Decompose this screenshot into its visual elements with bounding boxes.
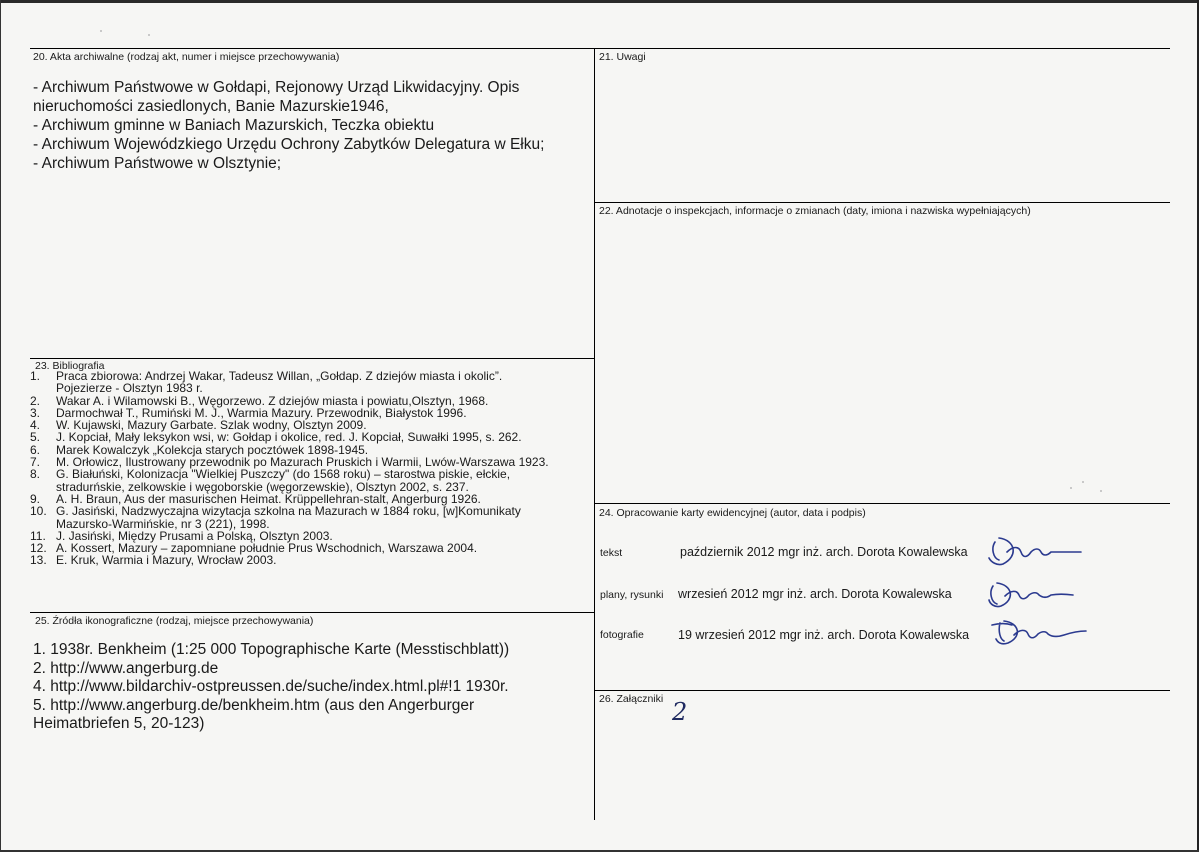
- bibliography-line: Darmochwał T., Rumiński M. J., Warmia Mazury. Przewodnik, Białystok 1996.: [56, 405, 467, 420]
- bibliography-line: M. Orłowicz, Ilustrowany przewodnik po Mazurach Pruskich i Warmii, Lwów-Warszawa 1923.: [56, 455, 549, 470]
- iconographic-sources: [33, 641, 509, 734]
- bibliography-item-number: 11.: [30, 528, 46, 543]
- rule-section-25: [30, 612, 594, 613]
- bibliography-item-text: [56, 468, 590, 493]
- bibliography-item-number: 2.: [30, 393, 41, 408]
- bibliography-item: [30, 431, 590, 443]
- section-26-header: 26. Załączniki: [599, 693, 664, 705]
- signature-plans: [985, 580, 1080, 610]
- iconographic-line: 5. http://www.angerburg.de/benkheim.htm (aus den Angerburger: [33, 696, 475, 714]
- bibliography-list: [30, 370, 590, 567]
- iconographic-line: 1. 1938r. Benkheim (1:25 000 Topographische Karte (Messtischblatt)): [33, 641, 510, 658]
- bibliography-item-number: 5.: [30, 430, 41, 445]
- bibliography-line: A. H. Braun, Aus der masurischen Heimat. Krüppellehran-stalt, Angerburg 1926.: [56, 491, 481, 506]
- section-24-header: 24. Opracowanie karty ewidencyjnej (autor, data i podpis): [599, 507, 866, 519]
- section-20-header: 20. Akta archiwalne (rodzaj akt, numer i miejsce przechowywania): [33, 51, 340, 63]
- bibliography-item: [30, 554, 590, 566]
- bibliography-line: E. Kruk, Warmia i Mazury, Wrocław 2003.: [56, 553, 277, 568]
- bibliography-item-number: 7.: [30, 455, 41, 470]
- rule-section-24: [594, 503, 1170, 504]
- section-23-header: 23. Bibliografia: [35, 360, 105, 372]
- attachments-count: 2: [672, 698, 688, 726]
- bibliography-item: [30, 468, 590, 493]
- bibliography-line: Wakar A. i Wilamowski B., Węgorzewo. Z dziejów miasta i powiatu,Olsztyn, 1968.: [56, 393, 489, 408]
- bibliography-item-text: [56, 554, 590, 566]
- signature-photos: [988, 617, 1088, 649]
- section-22-header: 22. Adnotacje o inspekcjach, informacje o zmianach (daty, imiona i nazwiska wypełniających): [599, 205, 1031, 217]
- iconographic-line: 4. http://www.bildarchiv-ostpreussen.de/suche/index.html.pl#!1 1930r.: [33, 678, 509, 695]
- iconographic-line: Heimatbriefen 5, 20-123): [33, 715, 205, 732]
- preparation-entry: wrzesień 2012 mgr inż. arch. Dorota Kowalewska: [678, 587, 952, 601]
- preparation-row-text: [600, 545, 1190, 565]
- preparation-entry: październik 2012 mgr inż. arch. Dorota Kowalewska: [680, 545, 968, 559]
- section-25-header: 25. Źródła ikonograficzne (rodzaj, miejsce przechowywania): [35, 615, 314, 627]
- bibliography-line: Pojezierze - Olsztyn 1983 r.: [56, 381, 203, 396]
- bibliography-item: [30, 370, 590, 395]
- bibliography-item-number: 4.: [30, 418, 41, 433]
- preparation-row-plans: [600, 587, 1190, 607]
- bibliography-item: [30, 505, 590, 530]
- scan-speck: [1070, 487, 1072, 489]
- preparation-label: tekst: [600, 547, 623, 559]
- bibliography-line: W. Kujawski, Mazury Garbate. Szlak wodny, Olsztyn 2009.: [56, 418, 367, 433]
- archival-line: nieruchomości zasiedlonych, Banie Mazurskie1946,: [33, 98, 389, 115]
- bibliography-item-number: 12.: [30, 541, 47, 556]
- archival-line: - Archiwum gminne w Baniach Mazurskich, Teczka obiektu: [33, 117, 435, 134]
- rule-section-26: [594, 690, 1170, 691]
- bibliography-item-text: [56, 505, 590, 530]
- archival-line: - Archiwum Wojewódzkiego Urzędu Ochrony Zabytków Delegatura w Ełku;: [33, 136, 545, 153]
- archival-line: - Archiwum Państwowe w Gołdapi, Rejonowy Urząd Likwidacyjny. Opis: [33, 79, 520, 96]
- bibliography-item-text: [56, 370, 590, 395]
- bibliography-item-number: 13.: [30, 553, 47, 568]
- bibliography-line: G. Jasiński, Nadzwyczajna wizytacja szkolna na Mazurach w 1884 roku, [w]Komunikaty: [56, 504, 521, 519]
- bibliography-item-number: 8.: [30, 467, 41, 482]
- preparation-row-photos: [600, 628, 1190, 648]
- preparation-label: fotografie: [600, 629, 644, 641]
- bibliography-item-number: 3.: [30, 405, 41, 420]
- page-top-edge: [0, 0, 1199, 3]
- column-divider: [594, 48, 595, 820]
- bibliography-line: stradurńskie, zelkowskie i węgoborskie (węgorzewskie), Olsztyn 2002, s. 237.: [56, 479, 469, 494]
- scan-speck: [100, 30, 102, 32]
- scan-speck: [148, 34, 150, 36]
- signature-text: [985, 534, 1085, 568]
- scan-speck: [1082, 481, 1084, 483]
- section-21-header: 21. Uwagi: [599, 51, 646, 63]
- top-rule: [30, 48, 1170, 49]
- bibliography-item-number: 9.: [30, 491, 41, 506]
- rule-section-22: [594, 202, 1170, 203]
- bibliography-line: Mazursko-Warmińskie, nr 3 (221), 1998.: [56, 516, 270, 531]
- bibliography-item-number: 6.: [30, 442, 41, 457]
- rule-section-23: [30, 358, 594, 359]
- archival-line: - Archiwum Państwowe w Olsztynie;: [33, 155, 282, 172]
- bibliography-line: Marek Kowalczyk „Kolekcja starych pocztówek 1898-1945.: [56, 442, 369, 457]
- preparation-entry: 19 wrzesień 2012 mgr inż. arch. Dorota Kowalewska: [678, 628, 970, 642]
- bibliography-item-number: 1.: [30, 369, 41, 383]
- preparation-label: plany, rysunki: [600, 589, 664, 601]
- scan-speck: [1100, 490, 1102, 492]
- bibliography-line: J. Jasiński, Między Prusami a Polską, Olsztyn 2003.: [56, 528, 333, 543]
- archival-records: [33, 78, 544, 173]
- bibliography-line: J. Kopciał, Mały leksykon wsi, w: Gołdap i okolice, red. J. Kopciał, Suwałki 1995, s. 262.: [56, 430, 522, 445]
- bibliography-item-number: 10.: [30, 504, 47, 519]
- bibliography-line: G. Białuński, Kolonizacja "Wielkiej Puszczy" (do 1568 roku) – starostwa piskie, ełckie,: [56, 467, 511, 482]
- bibliography-item-text: [56, 431, 590, 443]
- bibliography-line: A. Kossert, Mazury – zapomniane południe Prus Wschodnich, Warszawa 2004.: [56, 541, 478, 556]
- bibliography-line: Praca zbiorowa: Andrzej Wakar, Tadeusz Willan, „Gołdap. Z dziejów miasta i okolic”.: [56, 369, 503, 383]
- iconographic-line: 2. http://www.angerburg.de: [33, 659, 219, 677]
- page-left-edge: [0, 0, 1, 852]
